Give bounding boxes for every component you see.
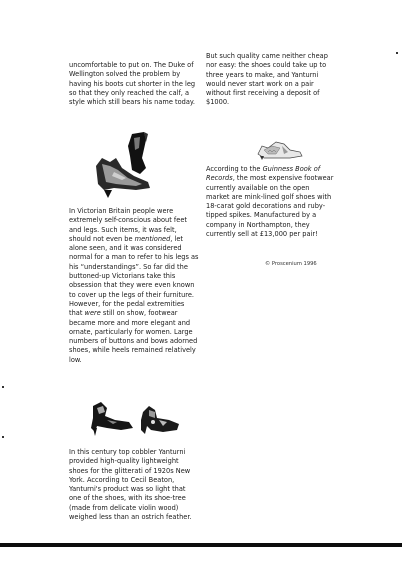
emphasis-text: mentioned [134,234,171,243]
paragraph-text [206,165,334,239]
emphasis-text: were [84,309,101,318]
paragraph-quality [206,52,334,108]
paragraph-text: uncomfortable to put on. The Duke of Wellington solved the problem by having his boots cut shorter in the leg so that they only reached the calf, a style which still bears his name today. [69,61,196,107]
copyright-notice: © Proscenium 1996 [265,261,317,267]
paragraph-victorian [69,207,199,365]
wellington-boots-illustration [88,128,160,202]
text-run: According to the [206,165,263,173]
text-run: still on show, footwear became more and more elegant and ornate, particularly for women. Large numbers of buttons and bows adorned shoes, while heels remained relatively low. [69,309,198,364]
paragraph-text: But such quality came neither cheap nor easy: the shoes could take up to three years to make, and Yanturni would never start work on a pair without first receiving a deposit of $1000. [206,52,328,107]
paragraph-text [69,207,199,365]
text-run: , let alone seen, and it was considered normal for a man to refer to his legs as his “understandings”. So far did the buttoned-up Victorians take this obsession that they were even known to cover up the legs of their furniture. However, for the pedal extremities that [69,234,199,318]
bottom-rule [0,543,402,547]
paragraph-wellington [69,61,199,107]
paragraph-yanturni [69,448,199,522]
lace-shoe-illustration [254,136,306,162]
victorian-shoes-illustration [85,398,185,440]
text-run: In Victorian Britain people were extremely self-conscious about feet and legs. Such items, it was felt, should not even be [69,207,187,243]
scan-mark [2,386,4,388]
paragraph-guinness [206,165,334,239]
scan-mark [2,436,4,438]
paragraph-text: In this century top cobbler Yanturni provided high-quality lightweight shoes for the glitterati of 1920s New York. According to Cecil Beaton, Yanturni's product was so light that one of the shoes, with its shoe-tree (made from delicate violin wood) weighed less than an ostrich feather. [69,448,192,522]
scan-mark [396,52,398,54]
text-run: , the most expensive footwear currently available on the open market are mink-lined golf shoes with 18-carat gold decorations and ruby-tipped spikes. Manufactured by a company in Northampton, they currently sell at £13,000 per pair! [206,174,334,239]
emphasis-text: Guinness Book of Records [206,165,321,183]
